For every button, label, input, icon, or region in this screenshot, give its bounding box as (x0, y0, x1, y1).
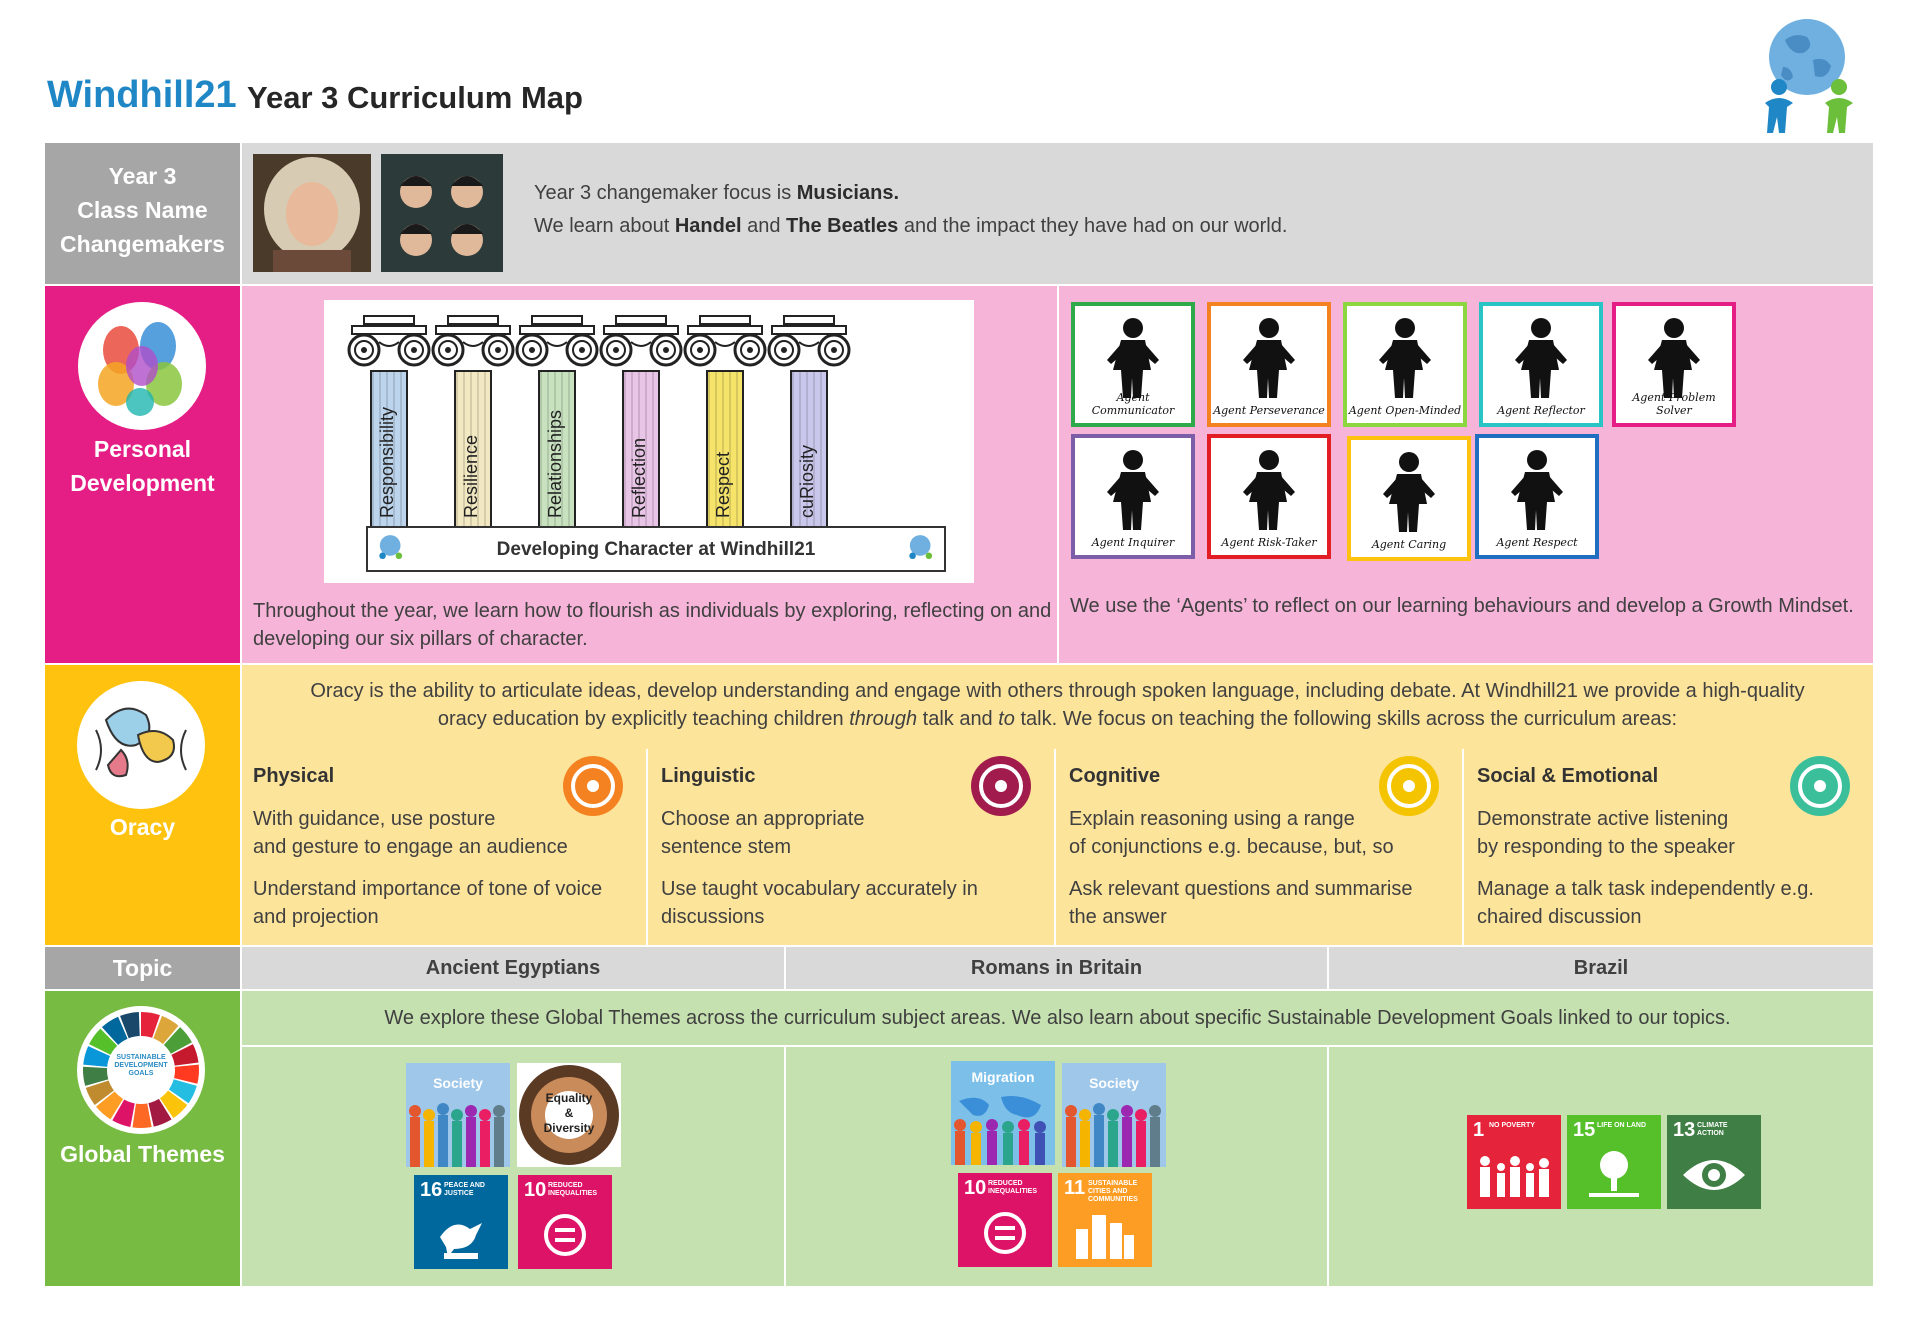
learn-beatles: The Beatles (786, 215, 899, 237)
row-label-oracy (45, 665, 240, 945)
skill-point-1b: by responding to the speaker (1477, 836, 1735, 858)
sdg-16-tile (414, 1175, 508, 1269)
sdg-13-tile (1667, 1115, 1761, 1209)
agent-silhouette-icon (1233, 316, 1305, 400)
sdg-1-number: 1 (1473, 1119, 1485, 1141)
skill-point-2a: Understand importance of tone of voice (253, 878, 603, 900)
row-label-changemakers (45, 143, 240, 284)
agent-silhouette-icon (1097, 448, 1169, 532)
skill-point-2 (661, 875, 978, 931)
agent-card-agent-caring (1347, 436, 1471, 561)
world-crowd-icon (951, 1091, 1055, 1165)
pillar-resilience (430, 314, 516, 528)
row-label-topic (45, 947, 240, 989)
agent-card-agent-communicator (1071, 302, 1195, 427)
agent-silhouette-icon (1233, 448, 1305, 532)
brand-name: Windhill21 (47, 74, 237, 116)
skill-point-2 (1477, 875, 1814, 931)
row-label-personal-development (45, 286, 240, 663)
oracy-skill-linguistic (650, 749, 1056, 945)
sdg-1-label: NO POVERTY (1489, 1122, 1535, 1129)
agents-description: We use the ‘Agents’ to reflect on our learning behaviours and develop a Growth Mindset. (1070, 595, 1854, 617)
beatles-photo (381, 154, 503, 272)
society-tile (406, 1063, 510, 1167)
pillar-shaft (370, 370, 408, 528)
row-label-global-themes (45, 991, 240, 1286)
pillar-capital-icon (682, 314, 768, 374)
agent-card-agent-perseverance (1207, 302, 1331, 427)
sdg-16-number: 16 (420, 1179, 443, 1201)
agent-label: Agent Risk-Taker (1221, 536, 1317, 549)
oracy-intro-line2 (242, 705, 1873, 733)
agent-silhouette-icon (1373, 450, 1445, 534)
sdg-15-label: LIFE ON LAND (1597, 1122, 1646, 1129)
skill-point-1 (1069, 805, 1394, 861)
pillar-capital-icon (598, 314, 684, 374)
label-development: Development (70, 470, 215, 496)
pillar-shaft (454, 370, 492, 528)
equality-sign-icon-2 (983, 1211, 1027, 1255)
skill-point-1b: of conjunctions e.g. because, but, so (1069, 836, 1394, 858)
tree-birds-icon (1585, 1149, 1643, 1201)
learn-and: and (741, 215, 787, 237)
banner-logo-right-icon (906, 534, 936, 568)
pillar-label: Reflection (629, 437, 649, 518)
agent-silhouette-icon (1369, 316, 1441, 400)
skill-point-2b: and projection (253, 906, 379, 928)
pillars-description: Throughout the year, we learn how to flourish as individuals by exploring, reflecting on and developing our six pillars of character. (253, 600, 1052, 650)
agent-card-agent-open-minded (1343, 302, 1467, 427)
pillar-reflection (598, 314, 684, 528)
pillar-shaft (706, 370, 744, 528)
sdg-15-tile (1567, 1115, 1661, 1209)
oracy-skill-physical (242, 749, 648, 945)
agent-label: Agent Caring (1371, 538, 1447, 551)
skill-title: Linguistic (661, 765, 756, 787)
pillar-capital-icon (514, 314, 600, 374)
migration-caption: Migration (971, 1069, 1035, 1085)
agent-label: Agent Reflector (1497, 404, 1585, 417)
agent-label: Agent Perseverance (1213, 404, 1325, 417)
sdg-11-tile (1058, 1173, 1152, 1267)
agents-panel (1059, 286, 1873, 663)
skill-point-1a: Choose an appropriate (661, 808, 865, 830)
skill-icon (970, 755, 1032, 817)
intro-through: through (849, 708, 918, 730)
label-class-name: Class Name (77, 197, 208, 223)
skill-point-1 (253, 805, 568, 861)
topic-ancient-egyptians: Ancient Egyptians (242, 947, 784, 989)
pillar-respect (682, 314, 768, 528)
skill-point-1a: Explain reasoning using a range (1069, 808, 1355, 830)
oracy-skill-social-emotional (1466, 749, 1873, 945)
equality-caption (517, 1091, 621, 1136)
agent-label: Agent Inquirer (1091, 536, 1175, 549)
skill-point-1a: With guidance, use posture (253, 808, 496, 830)
skill-point-1a: Demonstrate active listening (1477, 808, 1729, 830)
sdg-badge-line1: SUSTAINABLE (116, 1054, 166, 1061)
skill-title: Social & Emotional (1477, 765, 1659, 787)
global-intro: We explore these Global Themes across the curriculum subject areas. We also learn about specific Sustainable Development Goals linked to our topics. (384, 1007, 1731, 1029)
sdg-1-tile (1467, 1115, 1561, 1209)
pillar-shaft (538, 370, 576, 528)
skill-point-1b: sentence stem (661, 836, 792, 858)
society-caption: Society (433, 1075, 483, 1091)
pillar-curiosity (766, 314, 852, 528)
pillar-shaft (790, 370, 828, 528)
agent-label: Agent Open-Minded (1348, 404, 1462, 417)
agent-silhouette-icon (1097, 316, 1169, 400)
banner-caption: Developing Character at Windhill21 (496, 539, 816, 560)
character-banner (366, 526, 946, 572)
sdg-10-number-2: 10 (964, 1177, 987, 1199)
skill-title: Physical (253, 765, 335, 787)
skill-point-2a: Use taught vocabulary accurately in (661, 878, 978, 900)
skill-icon (562, 755, 624, 817)
pillar-shaft (622, 370, 660, 528)
intro-part3: talk. We focus on teaching the following skills across the curriculum areas: (1014, 708, 1678, 730)
sdg-13-number: 13 (1673, 1119, 1696, 1141)
sdg-badge-line2: DEVELOPMENT (114, 1062, 168, 1069)
focus-musicians: Musicians. (796, 182, 900, 204)
changemakers-panel (242, 143, 1873, 284)
agent-silhouette-icon (1505, 316, 1577, 400)
global-col-egyptians (242, 1047, 784, 1286)
pillar-label: Resilience (461, 434, 481, 518)
label-oracy: Oracy (109, 814, 176, 840)
global-col-romans (786, 1047, 1327, 1286)
agent-card-agent-inquirer (1071, 434, 1195, 559)
skill-title: Cognitive (1069, 765, 1161, 787)
diversity-word: Diversity (543, 1121, 595, 1135)
skill-point-2 (253, 875, 602, 931)
city-buildings-icon (1072, 1209, 1138, 1259)
agent-label: Agent Respect (1496, 536, 1578, 549)
skill-icon (1789, 755, 1851, 817)
society-tile-2 (1062, 1063, 1166, 1167)
intro-part1: oracy education by explicitly teaching children (437, 708, 850, 730)
equality-word: Equality (545, 1091, 593, 1105)
pillar-responsibility (346, 314, 432, 528)
pillar-capital-icon (766, 314, 852, 374)
family-icon (1477, 1155, 1551, 1199)
agent-silhouette-icon (1638, 316, 1710, 400)
oracy-panel (242, 665, 1873, 945)
topic-brazil: Brazil (1329, 947, 1873, 989)
label-year: Year 3 (108, 163, 177, 189)
skill-point-2b: the answer (1069, 906, 1167, 928)
migration-tile (951, 1061, 1055, 1165)
dove-gavel-icon (434, 1211, 488, 1263)
label-topic: Topic (112, 955, 173, 981)
agent-card-agent-risk-taker (1207, 434, 1331, 559)
windhill-globe-logo (1755, 15, 1865, 140)
equality-sign-icon (543, 1213, 587, 1257)
pillar-relationships (514, 314, 600, 528)
skill-point-2a: Manage a talk task independently e.g. (1477, 878, 1814, 900)
skill-point-1 (661, 805, 864, 861)
sdg-16-label: PEACE AND JUSTICE (444, 1182, 485, 1197)
agent-silhouette-icon (1501, 448, 1573, 532)
pillars-panel (242, 286, 1057, 663)
sdg-13-label: CLIMATE ACTION (1697, 1122, 1728, 1137)
pillar-label: Responsibility (377, 406, 397, 518)
agent-label: Agent Problem Solver (1632, 391, 1716, 417)
agent-card-agent-reflector (1479, 302, 1603, 427)
agent-card-agent-respect (1475, 434, 1599, 559)
pillar-label: Relationships (545, 409, 565, 518)
label-personal: Personal (93, 436, 192, 462)
intro-part2: talk and (917, 708, 999, 730)
global-intro-panel (242, 991, 1873, 1045)
handprints-icon (76, 300, 208, 432)
sdg-10-label: REDUCED INEQUALITIES (548, 1182, 598, 1197)
learn-handel: Handel (674, 215, 742, 237)
handel-portrait (253, 154, 371, 272)
skill-point-1 (1477, 805, 1735, 861)
sdg-badge-line3: GOALS (128, 1070, 154, 1077)
skill-point-1b: and gesture to engage an audience (253, 836, 568, 858)
sdg-badge-text (76, 1054, 206, 1078)
label-global-themes: Global Themes (60, 1141, 225, 1167)
agent-label: Agent Communicator (1091, 391, 1175, 417)
oracy-faces-icon (76, 680, 206, 810)
crowd-icon (406, 1103, 510, 1167)
skill-point-2 (1069, 875, 1413, 931)
global-col-brazil (1329, 1047, 1873, 1286)
oracy-skill-cognitive (1058, 749, 1464, 945)
oracy-intro-line1: Oracy is the ability to articulate ideas, develop understanding and engage with others through spoken language, including debate. At Windhill21 we provide a high-quality (310, 680, 1805, 702)
sdg-15-number: 15 (1573, 1119, 1596, 1141)
crowd-icon-2 (1062, 1103, 1166, 1167)
pillar-capital-icon (430, 314, 516, 374)
pillar-capital-icon (346, 314, 432, 374)
skill-point-2a: Ask relevant questions and summarise (1069, 878, 1413, 900)
sdg-10-number: 10 (524, 1179, 547, 1201)
learn-impact: and the impact they have had on our world. (898, 215, 1288, 237)
eye-globe-icon (1681, 1153, 1747, 1197)
sdg-11-number: 11 (1064, 1177, 1086, 1199)
society-caption-2: Society (1089, 1075, 1139, 1091)
agent-card-agent-problem-solver (1612, 302, 1736, 427)
equality-diversity-tile (517, 1063, 621, 1167)
intro-to: to (998, 708, 1015, 730)
pillars-diagram (324, 300, 974, 583)
pillar-label: Respect (713, 451, 733, 518)
page-title: Year 3 Curriculum Map (247, 80, 583, 115)
sdg-10-tile-2 (958, 1173, 1052, 1267)
sdg-11-label: SUSTAINABLE CITIES AND COMMUNITIES (1088, 1180, 1138, 1203)
focus-text: Year 3 changemaker focus is (534, 182, 797, 204)
ampersand: & (564, 1106, 574, 1120)
sdg-10-tile (518, 1175, 612, 1269)
topic-romans-in-britain: Romans in Britain (786, 947, 1327, 989)
skill-point-2b: discussions (661, 906, 765, 928)
label-changemakers: Changemakers (60, 231, 225, 257)
skill-point-2b: chaired discussion (1477, 906, 1642, 928)
sdg-10-label-2: REDUCED INEQUALITIES (988, 1180, 1038, 1195)
pillar-label: cuRiosity (797, 444, 817, 518)
learn-text: We learn about (534, 215, 675, 237)
